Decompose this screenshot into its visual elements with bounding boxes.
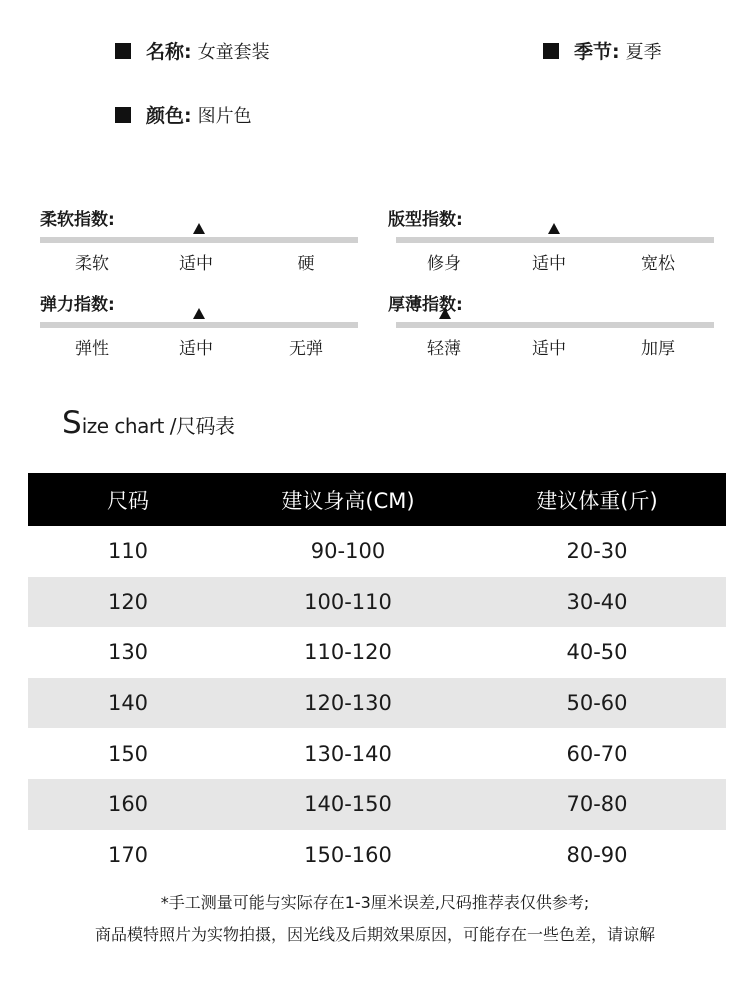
square-bullet-icon xyxy=(543,43,559,59)
index-title: 厚薄指数: xyxy=(388,295,463,315)
weight-cell: 20-30 xyxy=(566,539,628,564)
color-disclaimer: 商品模特照片为实物拍摄，因光线及后期效果原因，可能存在一些色差，请谅解 xyxy=(94,925,655,944)
size-chart-title-initial: S xyxy=(62,405,82,441)
attribute-color xyxy=(115,101,252,128)
index-label: 加厚 xyxy=(641,339,675,359)
index-marker-icon xyxy=(548,223,560,234)
header-height: 建议身高(CM) xyxy=(281,488,415,513)
index-bar xyxy=(396,322,714,328)
attribute-value: 夏季 xyxy=(625,41,662,63)
table-row xyxy=(28,728,726,779)
index-label: 宽松 xyxy=(641,254,675,274)
size-cell: 130 xyxy=(107,640,149,665)
weight-cell: 30-40 xyxy=(566,589,628,614)
height-cell: 120-130 xyxy=(304,691,392,716)
index-title: 弹力指数: xyxy=(40,295,115,315)
index-marker-icon xyxy=(193,223,205,234)
header-weight: 建议体重(斤) xyxy=(536,488,658,513)
table-row xyxy=(28,577,726,628)
size-chart-title-rest: ize chart /尺码表 xyxy=(81,414,235,438)
attribute-key: 名称: xyxy=(146,41,192,63)
height-cell: 110-120 xyxy=(304,640,392,665)
square-bullet-icon xyxy=(115,107,131,123)
attribute-value: 女童套装 xyxy=(197,41,270,63)
index-label: 轻薄 xyxy=(427,339,461,359)
index-bar xyxy=(396,237,714,243)
index-label: 硬 xyxy=(297,254,315,274)
weight-cell: 80-90 xyxy=(566,842,628,867)
index-bar xyxy=(40,237,358,243)
table-row xyxy=(28,526,726,577)
weight-cell: 50-60 xyxy=(566,691,628,716)
height-cell: 130-140 xyxy=(304,741,392,766)
size-table xyxy=(28,473,726,880)
weight-cell: 60-70 xyxy=(566,741,628,766)
height-cell: 90-100 xyxy=(310,539,386,564)
size-chart-title xyxy=(62,405,235,441)
size-cell: 150 xyxy=(107,741,149,766)
index-title: 柔软指数: xyxy=(40,210,115,230)
thickness-index xyxy=(388,290,714,360)
attribute-key: 颜色: xyxy=(146,105,192,127)
attribute-season xyxy=(543,37,662,64)
measurement-note: *手工测量可能与实际存在1-3厘米误差,尺码推荐表仅供参考; xyxy=(160,893,590,912)
weight-cell: 70-80 xyxy=(566,792,628,817)
size-cell: 140 xyxy=(107,691,149,716)
fit-index xyxy=(388,205,714,275)
height-cell: 150-160 xyxy=(304,842,392,867)
index-label: 无弹 xyxy=(289,339,323,359)
index-title: 版型指数: xyxy=(388,210,463,230)
index-label: 柔软 xyxy=(75,254,109,274)
elasticity-index xyxy=(40,290,358,360)
table-row xyxy=(28,779,726,830)
header-size: 尺码 xyxy=(107,488,149,513)
index-label: 弹性 xyxy=(75,339,109,359)
index-label: 适中 xyxy=(532,254,566,274)
attribute-name xyxy=(115,37,270,64)
index-label: 适中 xyxy=(179,254,213,274)
size-cell: 160 xyxy=(107,792,149,817)
softness-index xyxy=(40,205,358,275)
height-cell: 100-110 xyxy=(304,589,392,614)
square-bullet-icon xyxy=(115,43,131,59)
index-bar xyxy=(40,322,358,328)
size-cell: 170 xyxy=(107,842,149,867)
index-label: 修身 xyxy=(427,254,461,274)
index-marker-icon xyxy=(439,308,451,319)
table-row xyxy=(28,830,726,881)
index-label: 适中 xyxy=(532,339,566,359)
attribute-value: 图片色 xyxy=(197,105,252,127)
attribute-key: 季节: xyxy=(574,41,620,63)
weight-cell: 40-50 xyxy=(566,640,628,665)
size-table-header xyxy=(28,473,726,526)
table-row xyxy=(28,678,726,729)
index-marker-icon xyxy=(193,308,205,319)
size-cell: 120 xyxy=(107,589,149,614)
table-row xyxy=(28,627,726,678)
size-cell: 110 xyxy=(107,539,149,564)
height-cell: 140-150 xyxy=(304,792,392,817)
index-label: 适中 xyxy=(179,339,213,359)
